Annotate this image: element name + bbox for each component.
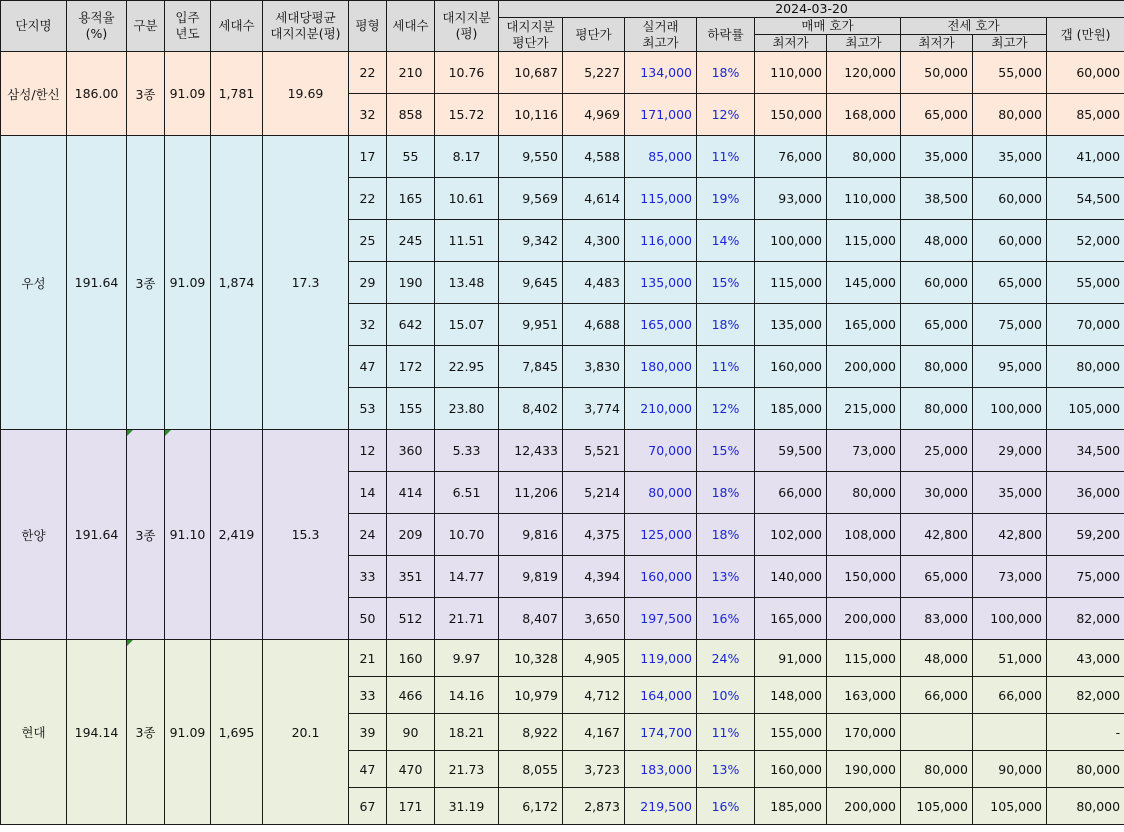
cell-jeonse-max: 73,000: [973, 556, 1047, 598]
cell-unit-price: 4,905: [563, 640, 625, 677]
cell-sale-min: 155,000: [755, 714, 827, 751]
cell-drop-rate: 11%: [697, 136, 755, 178]
header-gap: 갭 (만원): [1047, 18, 1124, 52]
table-row: [1, 52, 1124, 94]
cell-unit-price: 5,227: [563, 52, 625, 94]
cell-land-share: 8.17: [435, 136, 499, 178]
cell-land-price: 9,569: [499, 178, 563, 220]
cell-unit-households: 351: [387, 556, 435, 598]
header-sale-group: 매매 호가: [755, 18, 901, 35]
zone-value: 3종: [127, 430, 165, 640]
cell-jeonse-min: 65,000: [901, 94, 973, 136]
cell-land-share: 10.70: [435, 514, 499, 556]
cell-pyeong: 67: [349, 788, 387, 825]
cell-gap: 82,000: [1047, 677, 1124, 714]
cell-unit-price: 4,588: [563, 136, 625, 178]
cell-land-price: 9,342: [499, 220, 563, 262]
header-unit-price: 평단가: [563, 18, 625, 52]
header-complex: 단지명: [1, 1, 67, 52]
cell-drop-rate: 18%: [697, 304, 755, 346]
cell-unit-price: 4,969: [563, 94, 625, 136]
cell-real-max: 116,000: [625, 220, 697, 262]
move-in-value: 91.09: [165, 640, 211, 825]
cell-pyeong: 22: [349, 178, 387, 220]
cell-pyeong: 50: [349, 598, 387, 640]
cell-land-share: 18.21: [435, 714, 499, 751]
cell-drop-rate: 11%: [697, 714, 755, 751]
cell-pyeong: 32: [349, 94, 387, 136]
cell-sale-max: 200,000: [827, 788, 901, 825]
far-value: 194.14: [67, 640, 127, 825]
cell-gap: 59,200: [1047, 514, 1124, 556]
cell-real-max: 171,000: [625, 94, 697, 136]
cell-real-max: 70,000: [625, 430, 697, 472]
cell-unit-households: 55: [387, 136, 435, 178]
avg-land-value: 15.3: [263, 430, 349, 640]
cell-jeonse-max: 80,000: [973, 94, 1047, 136]
cell-unit-households: 512: [387, 598, 435, 640]
cell-sale-max: 168,000: [827, 94, 901, 136]
far-value: 191.64: [67, 136, 127, 430]
cell-gap: 43,000: [1047, 640, 1124, 677]
cell-real-max: 115,000: [625, 178, 697, 220]
cell-sale-max: 150,000: [827, 556, 901, 598]
cell-real-max: 135,000: [625, 262, 697, 304]
cell-jeonse-max: 51,000: [973, 640, 1047, 677]
cell-real-max: 210,000: [625, 388, 697, 430]
cell-jeonse-min: 65,000: [901, 556, 973, 598]
cell-real-max: 85,000: [625, 136, 697, 178]
cell-land-share: 10.76: [435, 52, 499, 94]
cell-pyeong: 17: [349, 136, 387, 178]
cell-land-price: 10,116: [499, 94, 563, 136]
header-unit-households: 세대수: [387, 1, 435, 52]
cell-sale-min: 148,000: [755, 677, 827, 714]
cell-jeonse-min: 105,000: [901, 788, 973, 825]
cell-pyeong: 53: [349, 388, 387, 430]
cell-land-price: 12,433: [499, 430, 563, 472]
cell-real-max: 80,000: [625, 472, 697, 514]
cell-land-price: 8,407: [499, 598, 563, 640]
header-households: 세대수: [211, 1, 263, 52]
table-row: [1, 136, 1124, 178]
cell-unit-price: 5,214: [563, 472, 625, 514]
cell-pyeong: 47: [349, 751, 387, 788]
cell-jeonse-max: 65,000: [973, 262, 1047, 304]
cell-pyeong: 33: [349, 556, 387, 598]
cell-jeonse-max: 55,000: [973, 52, 1047, 94]
cell-pyeong: 22: [349, 52, 387, 94]
cell-unit-households: 642: [387, 304, 435, 346]
cell-gap: 60,000: [1047, 52, 1124, 94]
header-sale-min: 최저가: [755, 35, 827, 52]
cell-land-share: 15.07: [435, 304, 499, 346]
cell-drop-rate: 13%: [697, 751, 755, 788]
header-pyeong: 평형: [349, 1, 387, 52]
cell-land-share: 23.80: [435, 388, 499, 430]
cell-gap: 41,000: [1047, 136, 1124, 178]
cell-jeonse-max: 95,000: [973, 346, 1047, 388]
avg-land-value: 20.1: [263, 640, 349, 825]
move-in-value: 91.10: [165, 430, 211, 640]
cell-sale-min: 165,000: [755, 598, 827, 640]
header-far: 용적율 (%): [67, 1, 127, 52]
cell-gap: 85,000: [1047, 94, 1124, 136]
cell-gap: 82,000: [1047, 598, 1124, 640]
complex-name: 현대: [1, 640, 67, 825]
cell-land-share: 15.72: [435, 94, 499, 136]
cell-unit-price: 4,167: [563, 714, 625, 751]
cell-land-price: 7,845: [499, 346, 563, 388]
cell-sale-min: 160,000: [755, 751, 827, 788]
cell-unit-price: 5,521: [563, 430, 625, 472]
cell-unit-price: 4,300: [563, 220, 625, 262]
cell-sale-max: 200,000: [827, 598, 901, 640]
cell-sale-max: 120,000: [827, 52, 901, 94]
cell-unit-households: 160: [387, 640, 435, 677]
table-row: [1, 430, 1124, 472]
cell-jeonse-min: 30,000: [901, 472, 973, 514]
avg-land-value: 17.3: [263, 136, 349, 430]
cell-drop-rate: 18%: [697, 52, 755, 94]
cell-drop-rate: 15%: [697, 430, 755, 472]
cell-sale-max: 165,000: [827, 304, 901, 346]
table-body: [1, 52, 1124, 825]
cell-pyeong: 47: [349, 346, 387, 388]
cell-sale-min: 185,000: [755, 388, 827, 430]
cell-sale-min: 93,000: [755, 178, 827, 220]
move-in-value: 91.09: [165, 52, 211, 136]
cell-real-max: 134,000: [625, 52, 697, 94]
cell-sale-min: 91,000: [755, 640, 827, 677]
cell-sale-min: 115,000: [755, 262, 827, 304]
cell-unit-price: 2,873: [563, 788, 625, 825]
households-value: 2,419: [211, 430, 263, 640]
cell-gap: 55,000: [1047, 262, 1124, 304]
households-value: 1,874: [211, 136, 263, 430]
cell-drop-rate: 13%: [697, 556, 755, 598]
cell-sale-max: 170,000: [827, 714, 901, 751]
cell-unit-households: 470: [387, 751, 435, 788]
cell-jeonse-max: 75,000: [973, 304, 1047, 346]
cell-drop-rate: 10%: [697, 677, 755, 714]
cell-land-price: 9,819: [499, 556, 563, 598]
cell-land-price: 9,550: [499, 136, 563, 178]
cell-drop-rate: 11%: [697, 346, 755, 388]
cell-unit-households: 165: [387, 178, 435, 220]
cell-jeonse-min: 50,000: [901, 52, 973, 94]
cell-real-max: 119,000: [625, 640, 697, 677]
cell-jeonse-min: 48,000: [901, 220, 973, 262]
cell-jeonse-min: 48,000: [901, 640, 973, 677]
cell-unit-price: 4,375: [563, 514, 625, 556]
cell-unit-price: 3,830: [563, 346, 625, 388]
cell-jeonse-min: [901, 714, 973, 751]
cell-drop-rate: 16%: [697, 788, 755, 825]
zone-value: 3종: [127, 52, 165, 136]
cell-real-max: 164,000: [625, 677, 697, 714]
cell-sale-min: 110,000: [755, 52, 827, 94]
cell-land-share: 14.16: [435, 677, 499, 714]
cell-unit-price: 4,688: [563, 304, 625, 346]
zone-value: 3종: [127, 136, 165, 430]
complex-name: 삼성/한신: [1, 52, 67, 136]
cell-pyeong: 32: [349, 304, 387, 346]
cell-jeonse-min: 80,000: [901, 751, 973, 788]
cell-gap: 80,000: [1047, 788, 1124, 825]
cell-gap: 52,000: [1047, 220, 1124, 262]
cell-land-share: 31.19: [435, 788, 499, 825]
cell-real-max: 125,000: [625, 514, 697, 556]
complex-name: 우성: [1, 136, 67, 430]
cell-sale-max: 145,000: [827, 262, 901, 304]
cell-real-max: 183,000: [625, 751, 697, 788]
cell-gap: 34,500: [1047, 430, 1124, 472]
households-value: 1,695: [211, 640, 263, 825]
cell-sale-max: 115,000: [827, 640, 901, 677]
cell-sale-min: 66,000: [755, 472, 827, 514]
cell-gap: -: [1047, 714, 1124, 751]
cell-pyeong: 21: [349, 640, 387, 677]
cell-land-price: 10,328: [499, 640, 563, 677]
households-value: 1,781: [211, 52, 263, 136]
cell-real-max: 180,000: [625, 346, 697, 388]
cell-sale-max: 190,000: [827, 751, 901, 788]
cell-jeonse-max: 66,000: [973, 677, 1047, 714]
cell-unit-price: 4,483: [563, 262, 625, 304]
cell-unit-price: 3,650: [563, 598, 625, 640]
far-value: 186.00: [67, 52, 127, 136]
cell-jeonse-max: 35,000: [973, 136, 1047, 178]
cell-drop-rate: 18%: [697, 514, 755, 556]
cell-pyeong: 24: [349, 514, 387, 556]
header-jeonse-max: 최고가: [973, 35, 1047, 52]
cell-jeonse-min: 38,500: [901, 178, 973, 220]
cell-drop-rate: 19%: [697, 178, 755, 220]
cell-land-price: 6,172: [499, 788, 563, 825]
cell-sale-max: 108,000: [827, 514, 901, 556]
cell-pyeong: 39: [349, 714, 387, 751]
cell-unit-households: 171: [387, 788, 435, 825]
cell-unit-households: 245: [387, 220, 435, 262]
header-jeonse-group: 전세 호가: [901, 18, 1047, 35]
cell-unit-households: 360: [387, 430, 435, 472]
complex-name: 한양: [1, 430, 67, 640]
header-zone: 구분: [127, 1, 165, 52]
cell-jeonse-max: 60,000: [973, 178, 1047, 220]
cell-jeonse-min: 65,000: [901, 304, 973, 346]
cell-sale-min: 140,000: [755, 556, 827, 598]
cell-land-share: 10.61: [435, 178, 499, 220]
cell-land-share: 22.95: [435, 346, 499, 388]
header-sale-max: 최고가: [827, 35, 901, 52]
cell-drop-rate: 18%: [697, 472, 755, 514]
cell-gap: 75,000: [1047, 556, 1124, 598]
cell-jeonse-min: 25,000: [901, 430, 973, 472]
cell-sale-max: 80,000: [827, 136, 901, 178]
cell-land-price: 10,687: [499, 52, 563, 94]
cell-sale-max: 73,000: [827, 430, 901, 472]
cell-sale-max: 110,000: [827, 178, 901, 220]
cell-jeonse-max: 90,000: [973, 751, 1047, 788]
header-real-max: 실거래 최고가: [625, 18, 697, 52]
cell-land-price: 9,816: [499, 514, 563, 556]
cell-pyeong: 33: [349, 677, 387, 714]
zone-value: 3종: [127, 640, 165, 825]
cell-sale-min: 76,000: [755, 136, 827, 178]
cell-jeonse-max: 100,000: [973, 388, 1047, 430]
cell-unit-price: 3,723: [563, 751, 625, 788]
cell-sale-min: 102,000: [755, 514, 827, 556]
cell-land-share: 21.73: [435, 751, 499, 788]
header-land-share: 대지지분 (평): [435, 1, 499, 52]
cell-unit-price: 4,614: [563, 178, 625, 220]
cell-real-max: 160,000: [625, 556, 697, 598]
table-header: [1, 1, 1124, 52]
cell-sale-min: 185,000: [755, 788, 827, 825]
header-land-price: 대지지분 평단가: [499, 18, 563, 52]
table-row: [1, 640, 1124, 677]
cell-drop-rate: 16%: [697, 598, 755, 640]
cell-sale-max: 215,000: [827, 388, 901, 430]
far-value: 191.64: [67, 430, 127, 640]
cell-pyeong: 25: [349, 220, 387, 262]
cell-drop-rate: 14%: [697, 220, 755, 262]
cell-jeonse-max: [973, 714, 1047, 751]
cell-jeonse-max: 100,000: [973, 598, 1047, 640]
cell-pyeong: 12: [349, 430, 387, 472]
cell-gap: 54,500: [1047, 178, 1124, 220]
cell-land-share: 21.71: [435, 598, 499, 640]
cell-real-max: 219,500: [625, 788, 697, 825]
cell-unit-households: 90: [387, 714, 435, 751]
cell-sale-min: 150,000: [755, 94, 827, 136]
cell-sale-max: 200,000: [827, 346, 901, 388]
cell-drop-rate: 15%: [697, 262, 755, 304]
cell-real-max: 174,700: [625, 714, 697, 751]
cell-unit-households: 858: [387, 94, 435, 136]
cell-jeonse-max: 35,000: [973, 472, 1047, 514]
cell-jeonse-min: 60,000: [901, 262, 973, 304]
cell-jeonse-min: 66,000: [901, 677, 973, 714]
cell-sale-max: 115,000: [827, 220, 901, 262]
cell-unit-households: 466: [387, 677, 435, 714]
cell-land-share: 13.48: [435, 262, 499, 304]
cell-jeonse-min: 35,000: [901, 136, 973, 178]
cell-unit-households: 210: [387, 52, 435, 94]
cell-unit-price: 4,394: [563, 556, 625, 598]
cell-real-max: 165,000: [625, 304, 697, 346]
cell-jeonse-max: 60,000: [973, 220, 1047, 262]
cell-sale-min: 160,000: [755, 346, 827, 388]
cell-jeonse-max: 42,800: [973, 514, 1047, 556]
cell-land-price: 11,206: [499, 472, 563, 514]
cell-jeonse-min: 80,000: [901, 388, 973, 430]
cell-unit-price: 4,712: [563, 677, 625, 714]
cell-pyeong: 14: [349, 472, 387, 514]
header-jeonse-min: 최저가: [901, 35, 973, 52]
cell-gap: 70,000: [1047, 304, 1124, 346]
cell-gap: 36,000: [1047, 472, 1124, 514]
cell-unit-price: 3,774: [563, 388, 625, 430]
avg-land-value: 19.69: [263, 52, 349, 136]
cell-drop-rate: 12%: [697, 94, 755, 136]
cell-land-price: 8,402: [499, 388, 563, 430]
cell-land-price: 9,951: [499, 304, 563, 346]
cell-pyeong: 29: [349, 262, 387, 304]
cell-unit-households: 172: [387, 346, 435, 388]
cell-land-price: 8,055: [499, 751, 563, 788]
cell-land-price: 10,979: [499, 677, 563, 714]
cell-land-share: 9.97: [435, 640, 499, 677]
cell-unit-households: 414: [387, 472, 435, 514]
cell-gap: 105,000: [1047, 388, 1124, 430]
header-move-in: 입주 년도: [165, 1, 211, 52]
cell-land-share: 5.33: [435, 430, 499, 472]
cell-land-price: 9,645: [499, 262, 563, 304]
header-avg-land: 세대당평균 대지지분(평): [263, 1, 349, 52]
cell-land-share: 11.51: [435, 220, 499, 262]
cell-drop-rate: 12%: [697, 388, 755, 430]
cell-gap: 80,000: [1047, 751, 1124, 788]
cell-jeonse-min: 83,000: [901, 598, 973, 640]
cell-drop-rate: 24%: [697, 640, 755, 677]
cell-jeonse-min: 42,800: [901, 514, 973, 556]
cell-unit-households: 190: [387, 262, 435, 304]
move-in-value: 91.09: [165, 136, 211, 430]
cell-sale-min: 100,000: [755, 220, 827, 262]
header-drop-rate: 하락률: [697, 18, 755, 52]
cell-sale-max: 80,000: [827, 472, 901, 514]
cell-sale-max: 163,000: [827, 677, 901, 714]
cell-jeonse-max: 105,000: [973, 788, 1047, 825]
cell-unit-households: 155: [387, 388, 435, 430]
cell-jeonse-min: 80,000: [901, 346, 973, 388]
cell-land-share: 6.51: [435, 472, 499, 514]
cell-sale-min: 135,000: [755, 304, 827, 346]
cell-land-share: 14.77: [435, 556, 499, 598]
cell-sale-min: 59,500: [755, 430, 827, 472]
cell-gap: 80,000: [1047, 346, 1124, 388]
cell-unit-households: 209: [387, 514, 435, 556]
header-date: 2024-03-20: [499, 1, 1124, 18]
cell-real-max: 197,500: [625, 598, 697, 640]
cell-jeonse-max: 29,000: [973, 430, 1047, 472]
cell-land-price: 8,922: [499, 714, 563, 751]
